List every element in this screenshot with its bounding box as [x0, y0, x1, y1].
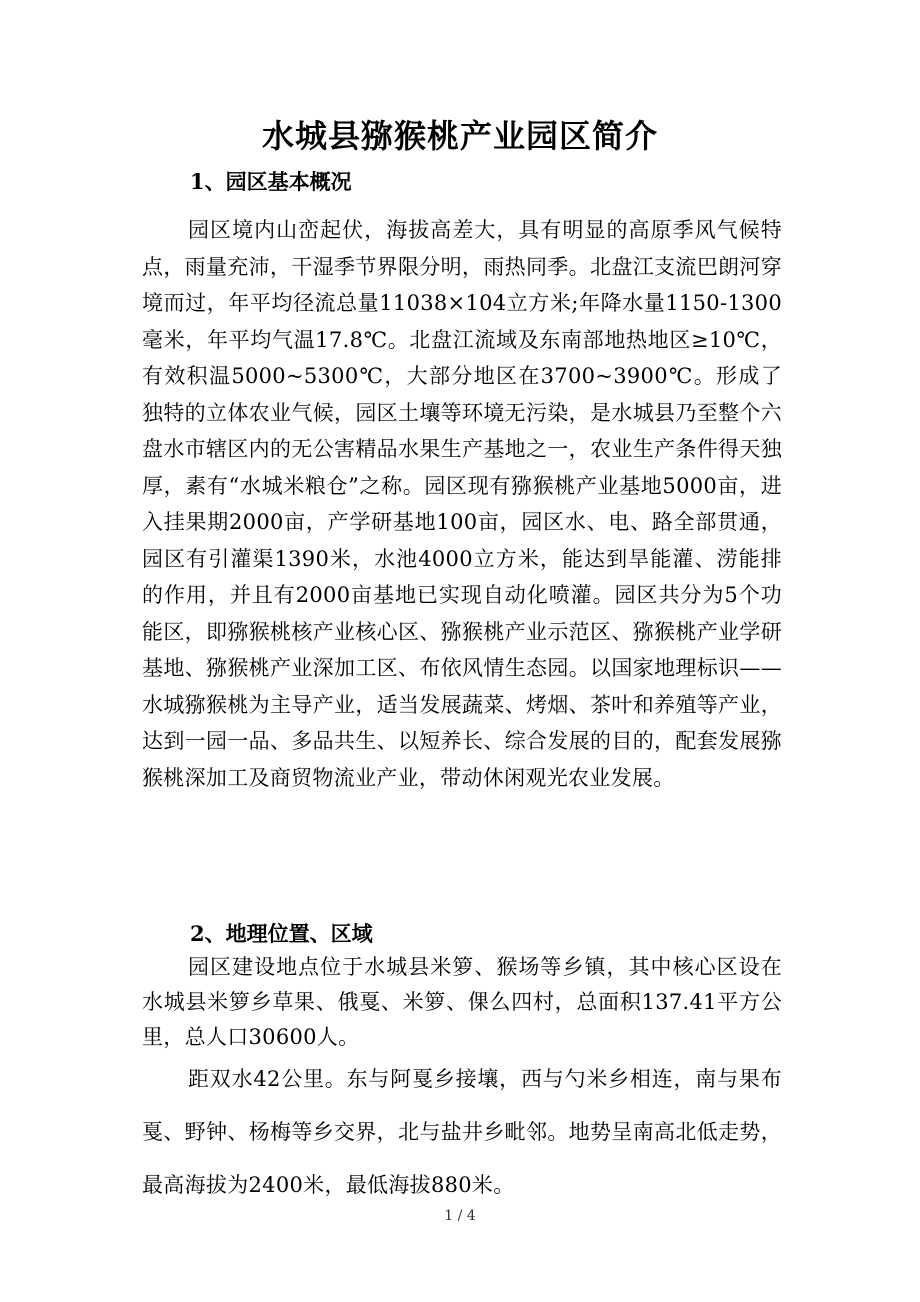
page-number: 1 / 4 — [444, 1208, 476, 1224]
paragraph-location-2: 距双水42公里。东与阿戛乡接壤，西与勺米乡相连，南与果布戛、野钟、杨梅等乡交界，北与盐井乡毗邻。地势呈南高北低走势，最高海拔为2400米，最低海拔880米。 — [142, 1067, 782, 1197]
paragraph-overview: 园区境内山峦起伏，海拔高差大，具有明显的高原季风气候特点，雨量充沛，干湿季节界限分明，雨热同季。北盘江支流巴朗河穿境而过，年平均径流总量11038×104立方米;年降水量1150-1300毫米，年平均气温17.8℃。北盘江流域及东南部地热地区≥10℃，有效积温5000~5300℃，大部分地区在3700~3900℃。形成了独特的立体农业气候，园区土壤等环境无污染，是水城县乃至整个六盘水市辖区内的无公害精品水果生产基地之一，农业生产条件得天独厚，素有“水城米粮仓”之称。园区现有猕猴桃产业基地5000亩，进入挂果期2000亩，产学研基地100亩，园区水、电、路全部贯通，园区有引灌渠1390米，水池4000立方米，能达到旱能灌、涝能排的作用，并且有2000亩基地已实现自动化喷灌。园区共分为5个功能区，即猕猴桃核产业核心区、猕猴桃产业示范区、猕猴桃产业学研基地、猕猴桃产业深加工区、布依风情生态园。以国家地理标识——水城猕猴桃为主导产业，适当发展蔬菜、烤烟、茶叶和养殖等产业，达到一园一品、多品共生、以短养长、综合发展的目的，配套发展猕猴桃深加工及商贸物流业产业，带动休闲观光农业发展。 — [142, 218, 782, 790]
document-title: 水城县猕猴桃产业园区简介 — [261, 117, 658, 155]
section-heading-location: 2、地理位置、区域 — [190, 921, 373, 946]
paragraph-location-1: 园区建设地点位于水城县米箩、猴场等乡镇，其中核心区设在水城县米箩乡草果、俄戛、米箩、倮么四村，总面积137.41平方公里，总人口30600人。 — [142, 955, 782, 1049]
section-heading-overview: 1、园区基本概况 — [190, 169, 352, 194]
